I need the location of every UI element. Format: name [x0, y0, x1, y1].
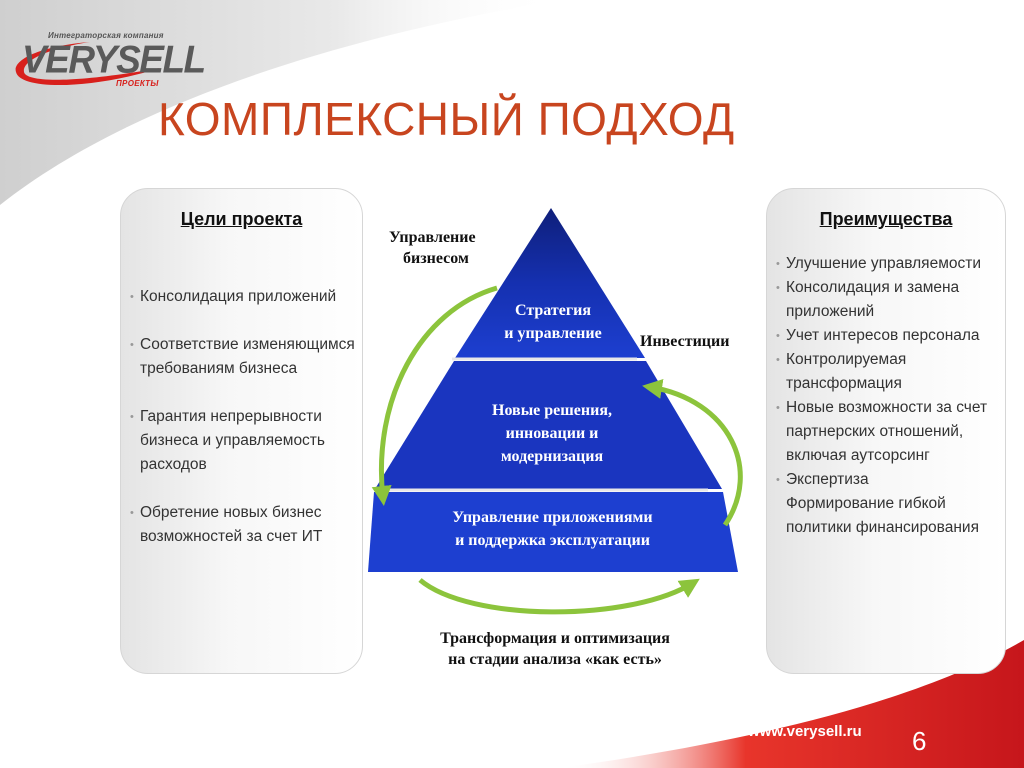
label-investments: Инвестиции [640, 333, 730, 350]
tier-bottom-label: Управление приложениями и поддержка эксплуатации [452, 509, 653, 549]
bullet-icon: • [130, 411, 134, 423]
list-item: • Консолидация и замена приложений [776, 276, 1004, 324]
bullet-icon: • [776, 282, 780, 294]
goals-heading: Цели проекта [180, 209, 303, 229]
bullet-icon: • [776, 474, 780, 486]
list-item: Формирование гибкой политики финансирования [786, 495, 979, 536]
bullet-icon: • [776, 330, 780, 342]
logo-brand: VERYSELL [22, 37, 205, 81]
list-item: • Экспертиза [776, 468, 1004, 492]
list-item: • Соответствие изменяющимся требованиям бизнеса [130, 333, 358, 381]
bullet-icon: • [776, 402, 780, 414]
list-item: • Улучшение управляемости [776, 252, 1004, 276]
logo-tagline: Интеграторская компания [48, 31, 164, 40]
bullet-icon: • [776, 258, 780, 270]
list-item: • Гарантия непрерывности бизнеса и управляемость расходов [130, 405, 358, 477]
arrow-bottom-icon [420, 580, 693, 612]
page-title: КОМПЛЕКСНЫЙ ПОДХОД [158, 93, 735, 145]
logo-sub: ПРОЕКТЫ [116, 79, 159, 88]
list-item: • Консолидация приложений [130, 285, 358, 309]
tier-middle-label: Новые решения, инновации и модернизация [492, 402, 612, 465]
list-item: • Контролируемая трансформация [776, 348, 1004, 396]
footer-url[interactable]: www.verysell.ru [748, 723, 862, 740]
label-transformation: Трансформация и оптимизация на стадии анализа «как есть» [440, 630, 670, 668]
label-business: Управление бизнесом [389, 229, 476, 267]
bullet-icon: • [776, 354, 780, 366]
list-item: • Учет интересов персонала [776, 324, 1004, 348]
tier-top-label: Стратегия и управление [504, 302, 602, 342]
list-item: • Новые возможности за счет партнерских отношений, включая аутсорсинг [776, 396, 1004, 468]
bullet-icon: • [130, 507, 134, 519]
page-number: 6 [912, 726, 927, 756]
list-item: • Обретение новых бизнес возможностей за счет ИТ [130, 501, 358, 549]
bullet-icon: • [130, 339, 134, 351]
bullet-icon: • [130, 291, 134, 303]
advantages-heading: Преимущества [819, 209, 953, 229]
